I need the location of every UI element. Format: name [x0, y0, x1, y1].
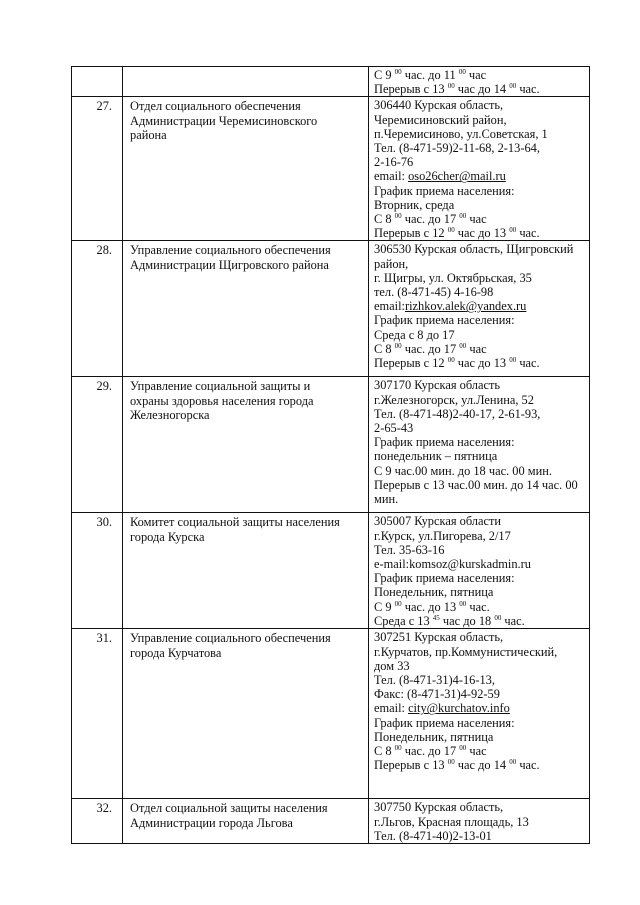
address-line [374, 744, 587, 758]
address-text: час до 13 [454, 226, 510, 241]
organization-cell [123, 377, 369, 513]
address-line [374, 659, 587, 673]
address-line [374, 815, 587, 829]
time-minutes-superscript: 00 [447, 82, 455, 91]
organization-cell [123, 513, 369, 629]
row-number: 30. [72, 513, 123, 629]
address-line [374, 543, 587, 557]
address-line [374, 614, 587, 628]
address-line [374, 356, 587, 370]
time-minutes-superscript: 00 [394, 212, 402, 221]
address-text: Тел. (8-471-40)2-13-01 [374, 828, 492, 843]
address-text: час. до 17 [401, 341, 460, 356]
address-text: С 9 [374, 68, 395, 82]
row-number: 29. [72, 377, 123, 513]
address-text: час. [516, 758, 540, 773]
address-line [374, 630, 587, 644]
address-line [374, 257, 587, 271]
address-cell [369, 241, 590, 377]
address-line [374, 600, 587, 614]
address-text: 306530 Курская область, Щигровский [374, 242, 574, 257]
address-text: Черемисиновский район, [374, 112, 507, 127]
table-row [72, 513, 590, 629]
time-minutes-superscript: 00 [394, 341, 402, 350]
table-body [72, 67, 590, 844]
address-text: email: [374, 169, 409, 184]
address-text: район, [374, 256, 409, 271]
organization-name-line: Железногорска [130, 407, 210, 422]
address-line [374, 478, 587, 492]
time-minutes-superscript: 00 [509, 758, 517, 767]
email-link[interactable]: rizhkov.alek@yandex.ru [404, 299, 527, 314]
address-line [374, 68, 587, 82]
address-line [374, 514, 587, 528]
address-line [374, 184, 587, 198]
organization-cell [123, 67, 369, 97]
address-line [374, 758, 587, 772]
address-text: час. до 11 [401, 68, 459, 82]
time-minutes-superscript: 00 [494, 613, 502, 622]
time-minutes-superscript: 00 [447, 758, 455, 767]
address-text: 2-16-76 [374, 155, 414, 170]
table-row [72, 799, 590, 844]
address-text: час [465, 68, 487, 82]
address-line [374, 800, 587, 814]
table-row [72, 67, 590, 97]
address-line [374, 701, 587, 715]
time-minutes-superscript: 00 [459, 341, 467, 350]
address-line [374, 492, 587, 506]
address-text: мин. [374, 492, 399, 507]
address-line [374, 127, 587, 141]
address-line [374, 113, 587, 127]
address-text: С 8 [374, 341, 395, 356]
address-text: С 8 [374, 212, 395, 227]
address-text: Понедельник, пятница [374, 585, 494, 600]
address-text: Среда с 13 [374, 613, 433, 628]
address-text: час до 18 [439, 613, 495, 628]
address-text: час. до 17 [401, 744, 460, 759]
time-minutes-superscript: 00 [394, 599, 402, 608]
time-minutes-superscript: 00 [459, 212, 467, 221]
address-cell [369, 629, 590, 799]
address-line [374, 212, 587, 226]
address-line [374, 198, 587, 212]
address-text: Перерыв с 12 [374, 226, 448, 241]
address-text: Понедельник, пятница [374, 729, 494, 744]
address-text: час до 13 [454, 356, 510, 371]
address-text: Перерыв с 13 час.00 мин. до 14 час. 00 [374, 477, 578, 492]
table-row [72, 97, 590, 241]
address-text: час. [516, 356, 540, 371]
time-minutes-superscript: 00 [459, 599, 467, 608]
address-text: г.Курчатов, пр.Коммунистический, [374, 644, 558, 659]
address-line [374, 557, 587, 571]
address-text: Факс: (8-471-31)4-92-59 [374, 687, 500, 702]
address-text: e-mail:komsoz@kurskadmin.ru [374, 557, 531, 572]
address-cell [369, 513, 590, 629]
address-line [374, 285, 587, 299]
address-text: График приема населения: [374, 313, 515, 328]
organization-name-line: города Курчатова [130, 645, 222, 660]
address-text: Тел. 35-63-16 [374, 542, 445, 557]
address-line [374, 342, 587, 356]
address-line [374, 378, 587, 392]
time-minutes-superscript: 00 [509, 226, 517, 235]
time-minutes-superscript: 45 [432, 613, 440, 622]
address-text: час. [516, 82, 540, 97]
address-line [374, 271, 587, 285]
table-row [72, 377, 590, 513]
address-line [374, 299, 587, 313]
time-minutes-superscript: 00 [458, 68, 466, 76]
organization-name-line: Отдел социальной защиты населения [130, 801, 328, 816]
address-line [374, 313, 587, 327]
address-cell [369, 377, 590, 513]
address-text: Перерыв с 12 [374, 356, 448, 371]
address-text: График приема населения: [374, 183, 515, 198]
organization-name-line: Управление социального обеспечения [130, 243, 331, 258]
address-line [374, 529, 587, 543]
time-minutes-superscript: 00 [447, 356, 455, 365]
address-line [374, 435, 587, 449]
address-line [374, 421, 587, 435]
address-line [374, 169, 587, 183]
address-text: 307170 Курская область [374, 378, 501, 393]
address-line [374, 645, 587, 659]
address-text: График приема населения: [374, 715, 515, 730]
time-minutes-superscript: 00 [509, 356, 517, 365]
address-line [374, 242, 587, 256]
address-text: час [466, 212, 487, 227]
address-text: График приема населения: [374, 571, 515, 586]
time-minutes-superscript: 00 [509, 82, 517, 91]
organization-name-line: Администрации города Льгова [130, 815, 293, 830]
organization-name-line: Отдел социального обеспечения [130, 99, 301, 114]
address-text: час. до 17 [401, 212, 460, 227]
organization-name-line: города Курска [130, 529, 205, 544]
organization-name-line: Администрации Щигровского района [130, 257, 329, 272]
departments-table [71, 66, 590, 844]
address-line [374, 571, 587, 585]
row-number: 32. [72, 799, 123, 844]
address-text: 305007 Курская области [374, 514, 502, 529]
address-text: час. [501, 613, 525, 628]
email-link[interactable]: oso26cher@mail.ru [408, 169, 506, 184]
row-number: 31. [72, 629, 123, 799]
address-line [374, 730, 587, 744]
address-text: Тел. (8-471-48)2-40-17, 2-61-93, [374, 406, 541, 421]
address-line [374, 407, 587, 421]
address-text: Перерыв с 13 [374, 82, 448, 97]
address-text: Перерыв с 13 [374, 758, 448, 773]
address-line [374, 464, 587, 478]
address-text: тел. (8-471-45) 4-16-98 [374, 285, 494, 300]
address-line [374, 687, 587, 701]
address-text: г.Льгов, Красная площадь, 13 [374, 814, 529, 829]
organization-name-line: Комитет социальной защиты населения [130, 515, 340, 530]
address-text: час. [466, 599, 490, 614]
organization-cell [123, 241, 369, 377]
address-line [374, 98, 587, 112]
address-text: час. [516, 226, 540, 241]
address-cell [369, 97, 590, 241]
address-text: Вторник, среда [374, 197, 455, 212]
address-text: Тел. (8-471-31)4-16-13, [374, 673, 495, 688]
address-line [374, 226, 587, 240]
address-line [374, 328, 587, 342]
address-text: email: [374, 701, 409, 716]
organization-name-line: Управление социальной защиты и [130, 379, 311, 394]
address-line [374, 449, 587, 463]
address-line [374, 82, 587, 96]
address-text: п.Черемисиново, ул.Советская, 1 [374, 126, 548, 141]
address-text: час [466, 341, 487, 356]
address-text: 307750 Курская область, [374, 800, 504, 815]
address-text: час до 14 [454, 82, 510, 97]
address-text: График приема населения: [374, 435, 515, 450]
address-text: г. Щигры, ул. Октябрьская, 35 [374, 270, 532, 285]
address-line [374, 141, 587, 155]
address-text: Тел. (8-471-59)2-11-68, 2-13-64, [374, 141, 540, 156]
table-row [72, 629, 590, 799]
address-cell [369, 799, 590, 844]
address-text: email: [374, 299, 405, 314]
address-text: час [466, 744, 487, 759]
address-text: час. до 13 [401, 599, 460, 614]
address-line [374, 155, 587, 169]
time-minutes-superscript: 00 [394, 744, 402, 753]
organization-name-line: Администрации Черемисиновского [130, 113, 318, 128]
address-cell [369, 67, 590, 97]
organization-name-line: района [130, 127, 167, 142]
address-text: 2-65-43 [374, 421, 414, 436]
table-row [72, 241, 590, 377]
organization-cell [123, 97, 369, 241]
address-line [374, 393, 587, 407]
organization-cell [123, 629, 369, 799]
address-text: С 9 час.00 мин. до 18 час. 00 мин. [374, 463, 552, 478]
row-number: 28. [72, 241, 123, 377]
address-text: г.Курск, ул.Пигорева, 2/17 [374, 528, 511, 543]
row-number [72, 67, 123, 97]
organization-name-line: охраны здоровья населения города [130, 393, 314, 408]
row-number: 27. [72, 97, 123, 241]
address-text: г.Железногорск, ул.Ленина, 52 [374, 392, 534, 407]
address-line [374, 829, 587, 843]
time-minutes-superscript: 00 [447, 226, 455, 235]
address-text: 306440 Курская область, [374, 98, 504, 113]
address-text: час до 14 [454, 758, 510, 773]
organization-name-line: Управление социального обеспечения [130, 631, 331, 646]
time-minutes-superscript: 00 [459, 744, 467, 753]
address-text: дом 33 [374, 658, 410, 673]
email-link[interactable]: city@kurchatov.info [408, 701, 510, 716]
address-text: Среда с 8 до 17 [374, 327, 455, 342]
organization-cell [123, 799, 369, 844]
address-line [374, 716, 587, 730]
time-minutes-superscript: 00 [394, 68, 402, 76]
address-text: понедельник – пятница [374, 449, 498, 464]
address-text: С 8 [374, 744, 395, 759]
address-text: С 9 [374, 599, 395, 614]
address-line [374, 585, 587, 599]
address-line [374, 673, 587, 687]
address-text: 307251 Курская область, [374, 630, 504, 645]
